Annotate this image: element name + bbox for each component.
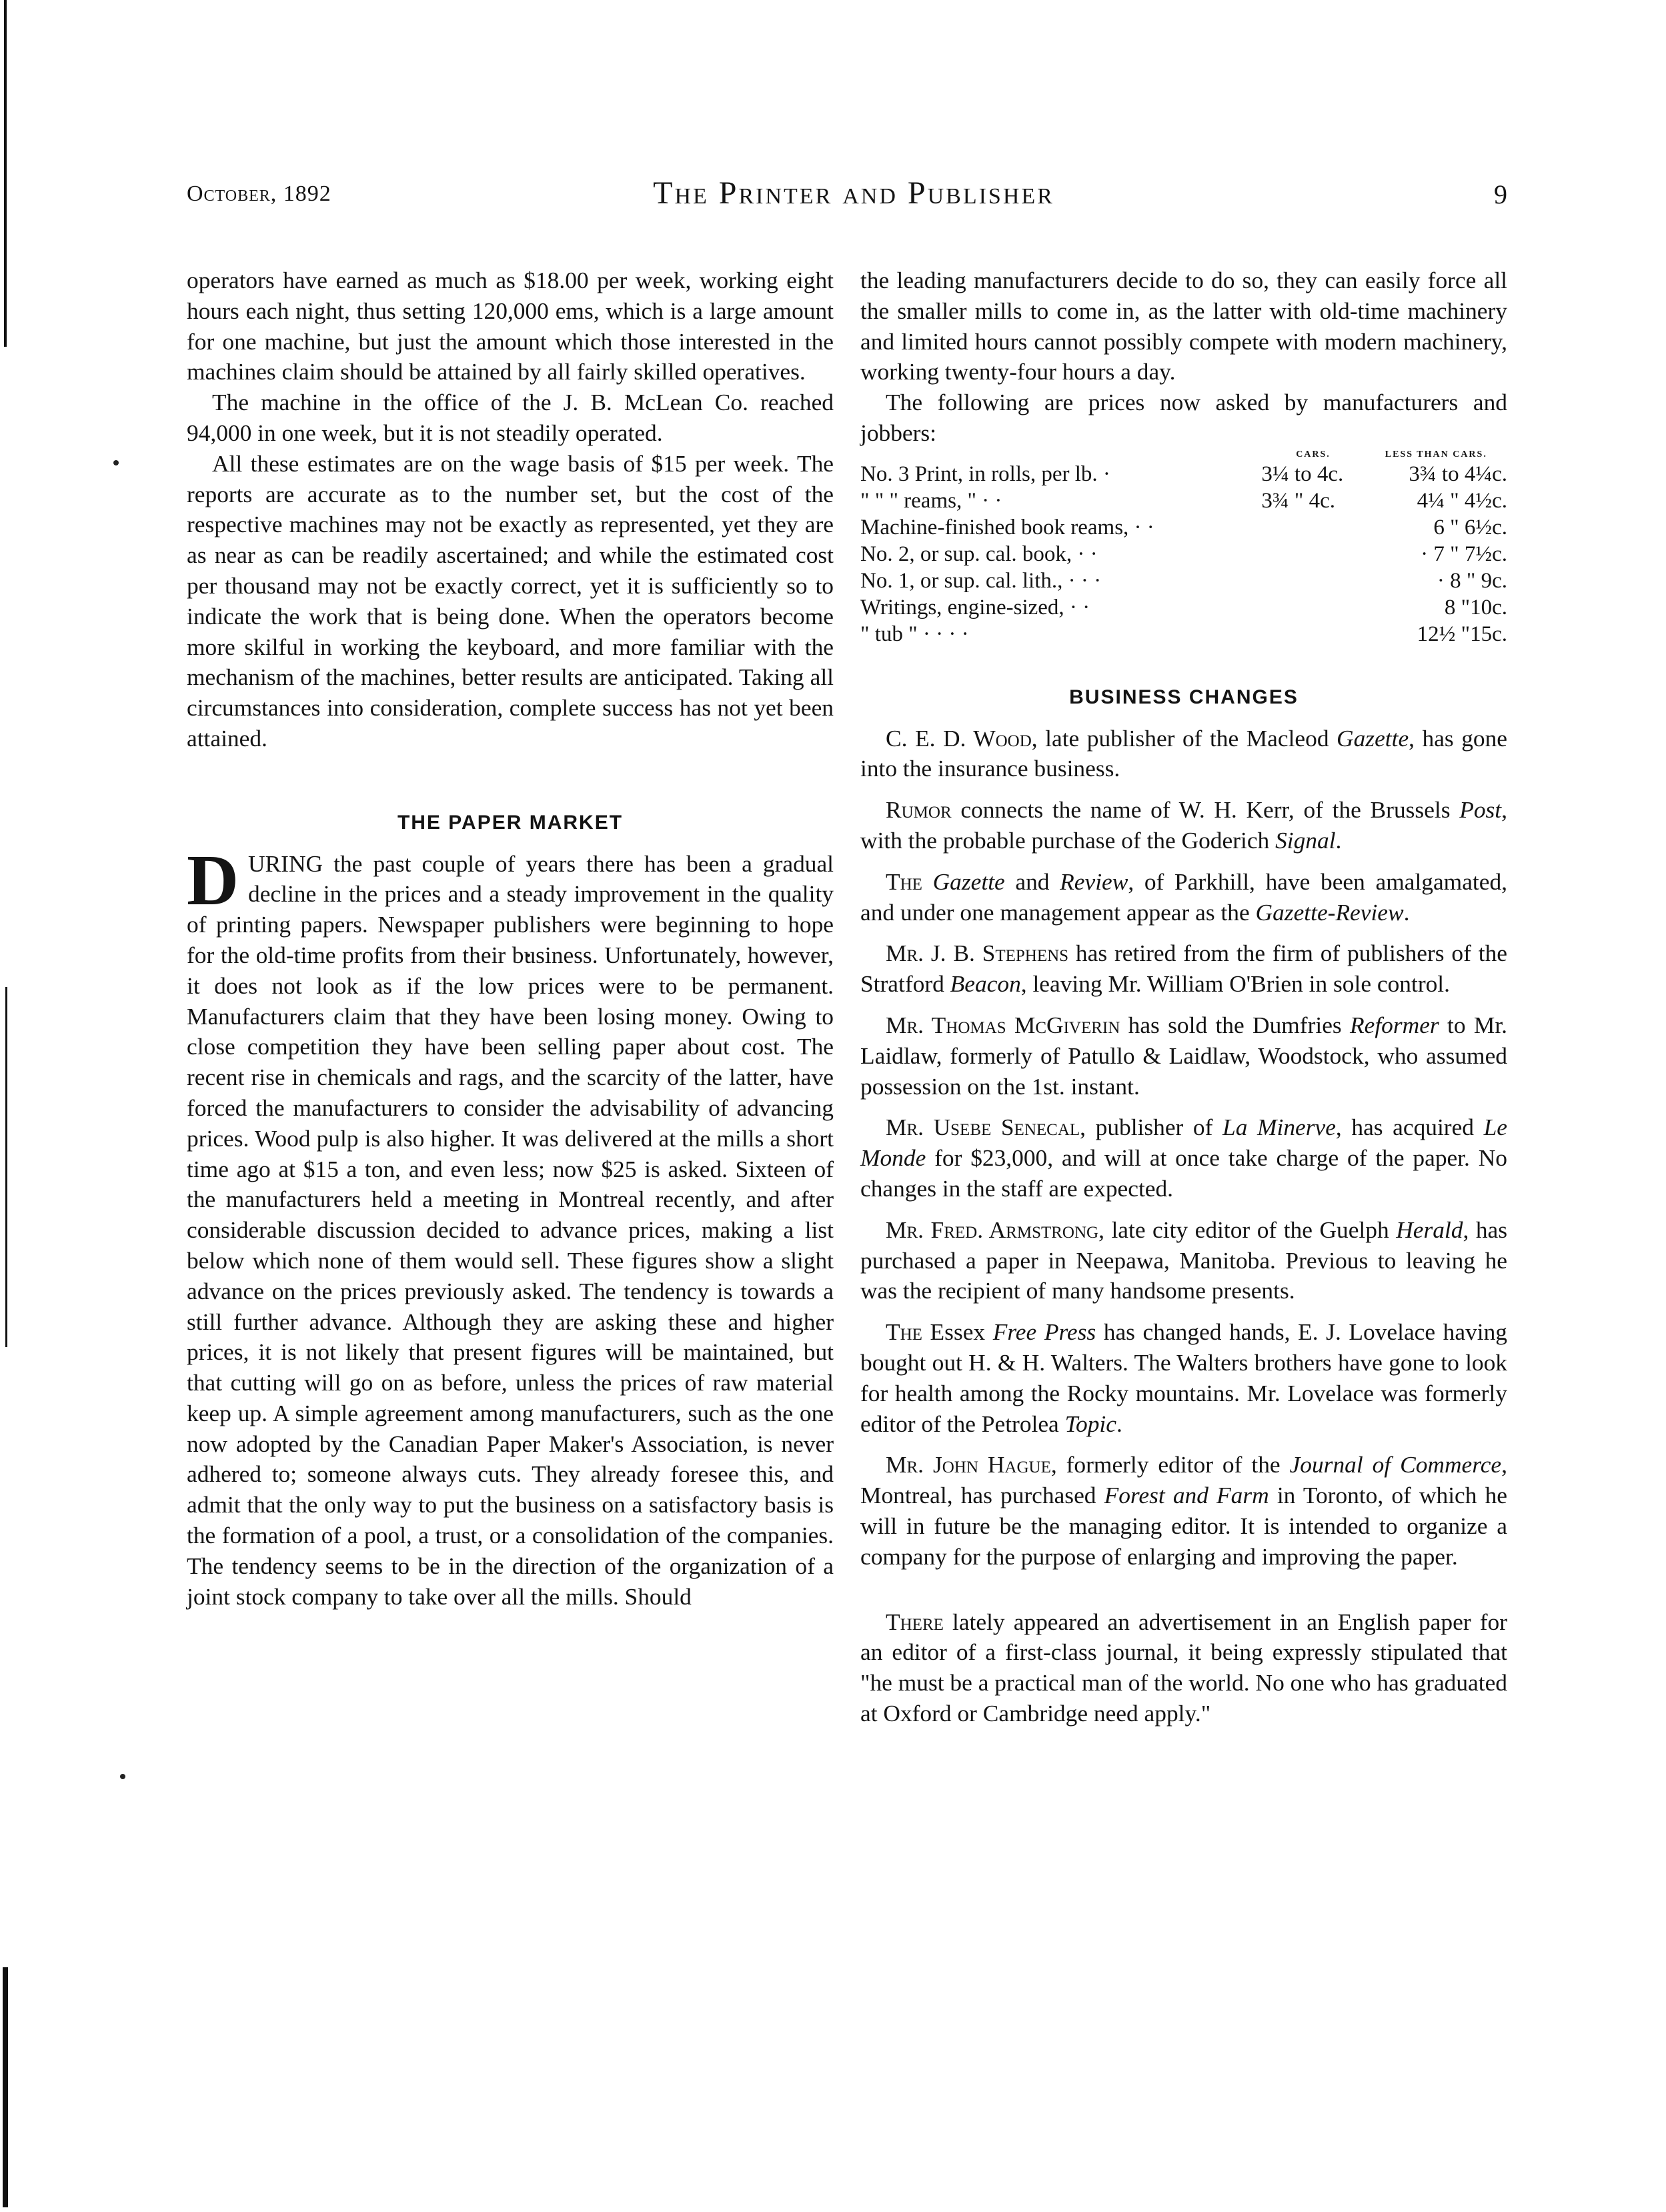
table-row: Writings, engine-sized, · · 8 "10c. — [860, 595, 1507, 620]
scan-edge-mark — [3, 1967, 8, 2207]
lead-word: URING — [248, 850, 323, 877]
article-paragraph: The machine in the office of the J. B. McLean Co. reached 94,000 in one week, but it is not steadily operated. — [187, 389, 834, 446]
news-item: Mr. John Hague, formerly editor of the Journal of Commerce, Montreal, has purchased Forest and Farm in Toronto, of which he will in future be the managing editor. It is intended to organize a company for the purpose of enlarging and improving the paper. — [860, 1451, 1507, 1570]
table-row: No. 3 Print, in rolls, per lb. · 3¼ to 4c. 3¾ to 4¼c. — [860, 461, 1507, 486]
news-item: The Gazette and Review, of Parkhill, have been amalgamated, and under one management appear as the Gazette-Review. — [860, 868, 1507, 926]
publication-title: The Printer and Publisher — [653, 175, 1054, 211]
article-paragraph: the leading manufacturers decide to do so, they can easily force all the smaller mills to come in, as the latter with old-time machinery and limited hours cannot possibly compete with modern machinery, working twenty-four hours a day. — [860, 267, 1507, 385]
article-paragraph: The following are prices now asked by manufacturers and jobbers: — [860, 389, 1507, 446]
news-item: Mr. Thomas McGiverin has sold the Dumfries Reformer to Mr. Laidlaw, formerly of Patullo & Laidlaw, Woodstock, who assumed possession on the 1st. instant. — [860, 1011, 1508, 1100]
table-row: No. 1, or sup. cal. lith., · · · · 8 " 9c. — [860, 568, 1507, 593]
table-row: " tub " · · · · 12½ "15c. — [860, 622, 1507, 646]
table-header: LESS THAN CARS. — [1385, 449, 1487, 459]
news-item: C. E. D. Wood, late publisher of the Macleod Gazette, has gone into the insurance business. — [860, 724, 1507, 782]
news-item: Rumor connects the name of W. H. Kerr, of the Brussels Post, with the probable purchase of the Goderich Signal. — [860, 796, 1507, 854]
closing-note: There lately appeared an advertisement in an English paper for an editor of a first-class journal, it being expressly stipulated that "he must be a practical man of the world. No one who has graduated at Oxford or Cambridge need apply." — [860, 1608, 1507, 1727]
article-paragraph: operators have earned as much as $18.00 per week, working eight hours each night, thus setting 120,000 ems, which is a large amount for one machine, but just the amount which those interested in the machines claim should be attained by all fairly skilled operatives. — [187, 267, 834, 385]
business-changes-heading: BUSINESS CHANGES — [1069, 686, 1299, 708]
news-item: Mr. Usebe Senecal, publisher of La Minerve, has acquired Le Monde for $23,000, and will at once take charge of the paper. No changes in the staff are expected. — [860, 1114, 1507, 1202]
price-table — [860, 449, 1507, 648]
drop-cap: D — [187, 840, 239, 920]
article-paragraph: DURING the past couple of years there has been a gradual decline in the prices and a steady improvement in the quality of printing papers. Newspaper publishers were beginning to hope for the old-time profits from their business. Unfortunately, however, it does not look as if the low prices were to be permanent. Manufacturers claim that they have been losing money. Owing to close competition they have been selling paper about cost. The recent rise in chemicals and rags, and the scarcity of the latter, have forced the manufacturers to consider the advisability of advancing prices. Wood pulp is also higher. It was delivered at the mills a short time ago at $15 a ton, and even less; now $25 is asked. Sixteen of the manufacturers held a meeting in Montreal recently, and after considerable discussion decided to advance prices, making a list below which none of them would sell. These figures show a slight advance on the prices previously asked. The tendency is towards a still further advance. Although they are asking these and higher prices, it is not likely that present figures will be maintained, but that cutting will go on as before, unless the prices of raw material keep up. A simple agreement among manufacturers, such as the one now adopted by the Canadian Paper Maker's Association, is never adhered to; someone always cuts. They already foresee this, and admit that the only way to put the business on a satisfactory basis is the formation of a pool, a trust, or a consolidation of the companies. The tendency seems to be in the direction of the organization of a joint stock company to take over all the mills. Should — [187, 840, 834, 1610]
scan-speck — [113, 460, 119, 465]
news-item: Mr. Fred. Armstrong, late city editor of the Guelph Herald, has purchased a paper in Neepawa, Manitoba. Previous to leaving he was the recipient of many handsome presents. — [860, 1216, 1507, 1304]
news-item: The Essex Free Press has changed hands, E. J. Lovelace having bought out H. & H. Walters. The Walters brothers have gone to look for health among the Rocky mountains. Mr. Lovelace was formerly editor of the Petrolea Topic. — [860, 1318, 1507, 1437]
table-row: Machine-finished book reams, · · 6 " 6½c. — [860, 515, 1507, 539]
page-header — [187, 175, 1507, 215]
page-number: 9 — [1494, 179, 1507, 209]
paper-market-heading: THE PAPER MARKET — [397, 811, 624, 834]
scan-edge-mark — [5, 987, 7, 1347]
article-paragraph: All these estimates are on the wage basis of $15 per week. The reports are accurate as to the number set, but the cost of the respective machines may not be exactly as represented, yet they are as near as can be readily ascertained; and while the estimated cost per thousand may not be exactly correct, yet it is sufficiently so to indicate the work that is being done. When the operators become more skilful in working the keyboard, and more familiar with the mechanism of the machines, better results are anticipated. Taking all circumstances into consideration, complete success has not yet been attained. — [187, 449, 834, 752]
issue-date: October, 1892 — [187, 181, 331, 206]
news-item: Mr. J. B. Stephens has retired from the firm of publishers of the Stratford Beacon, leaving Mr. William O'Brien in sole control. — [860, 940, 1507, 998]
right-column — [860, 265, 1507, 1729]
table-row: " " " reams, " · · 3¾ " 4c. 4¼ " 4½c. — [860, 488, 1507, 513]
scan-speck — [120, 1774, 125, 1779]
table-header: CARS. — [1296, 449, 1331, 459]
table-row: No. 2, or sup. cal. book, · · · 7 " 7½c. — [860, 541, 1507, 566]
left-column — [187, 265, 834, 1612]
scan-edge-mark — [4, 0, 7, 347]
